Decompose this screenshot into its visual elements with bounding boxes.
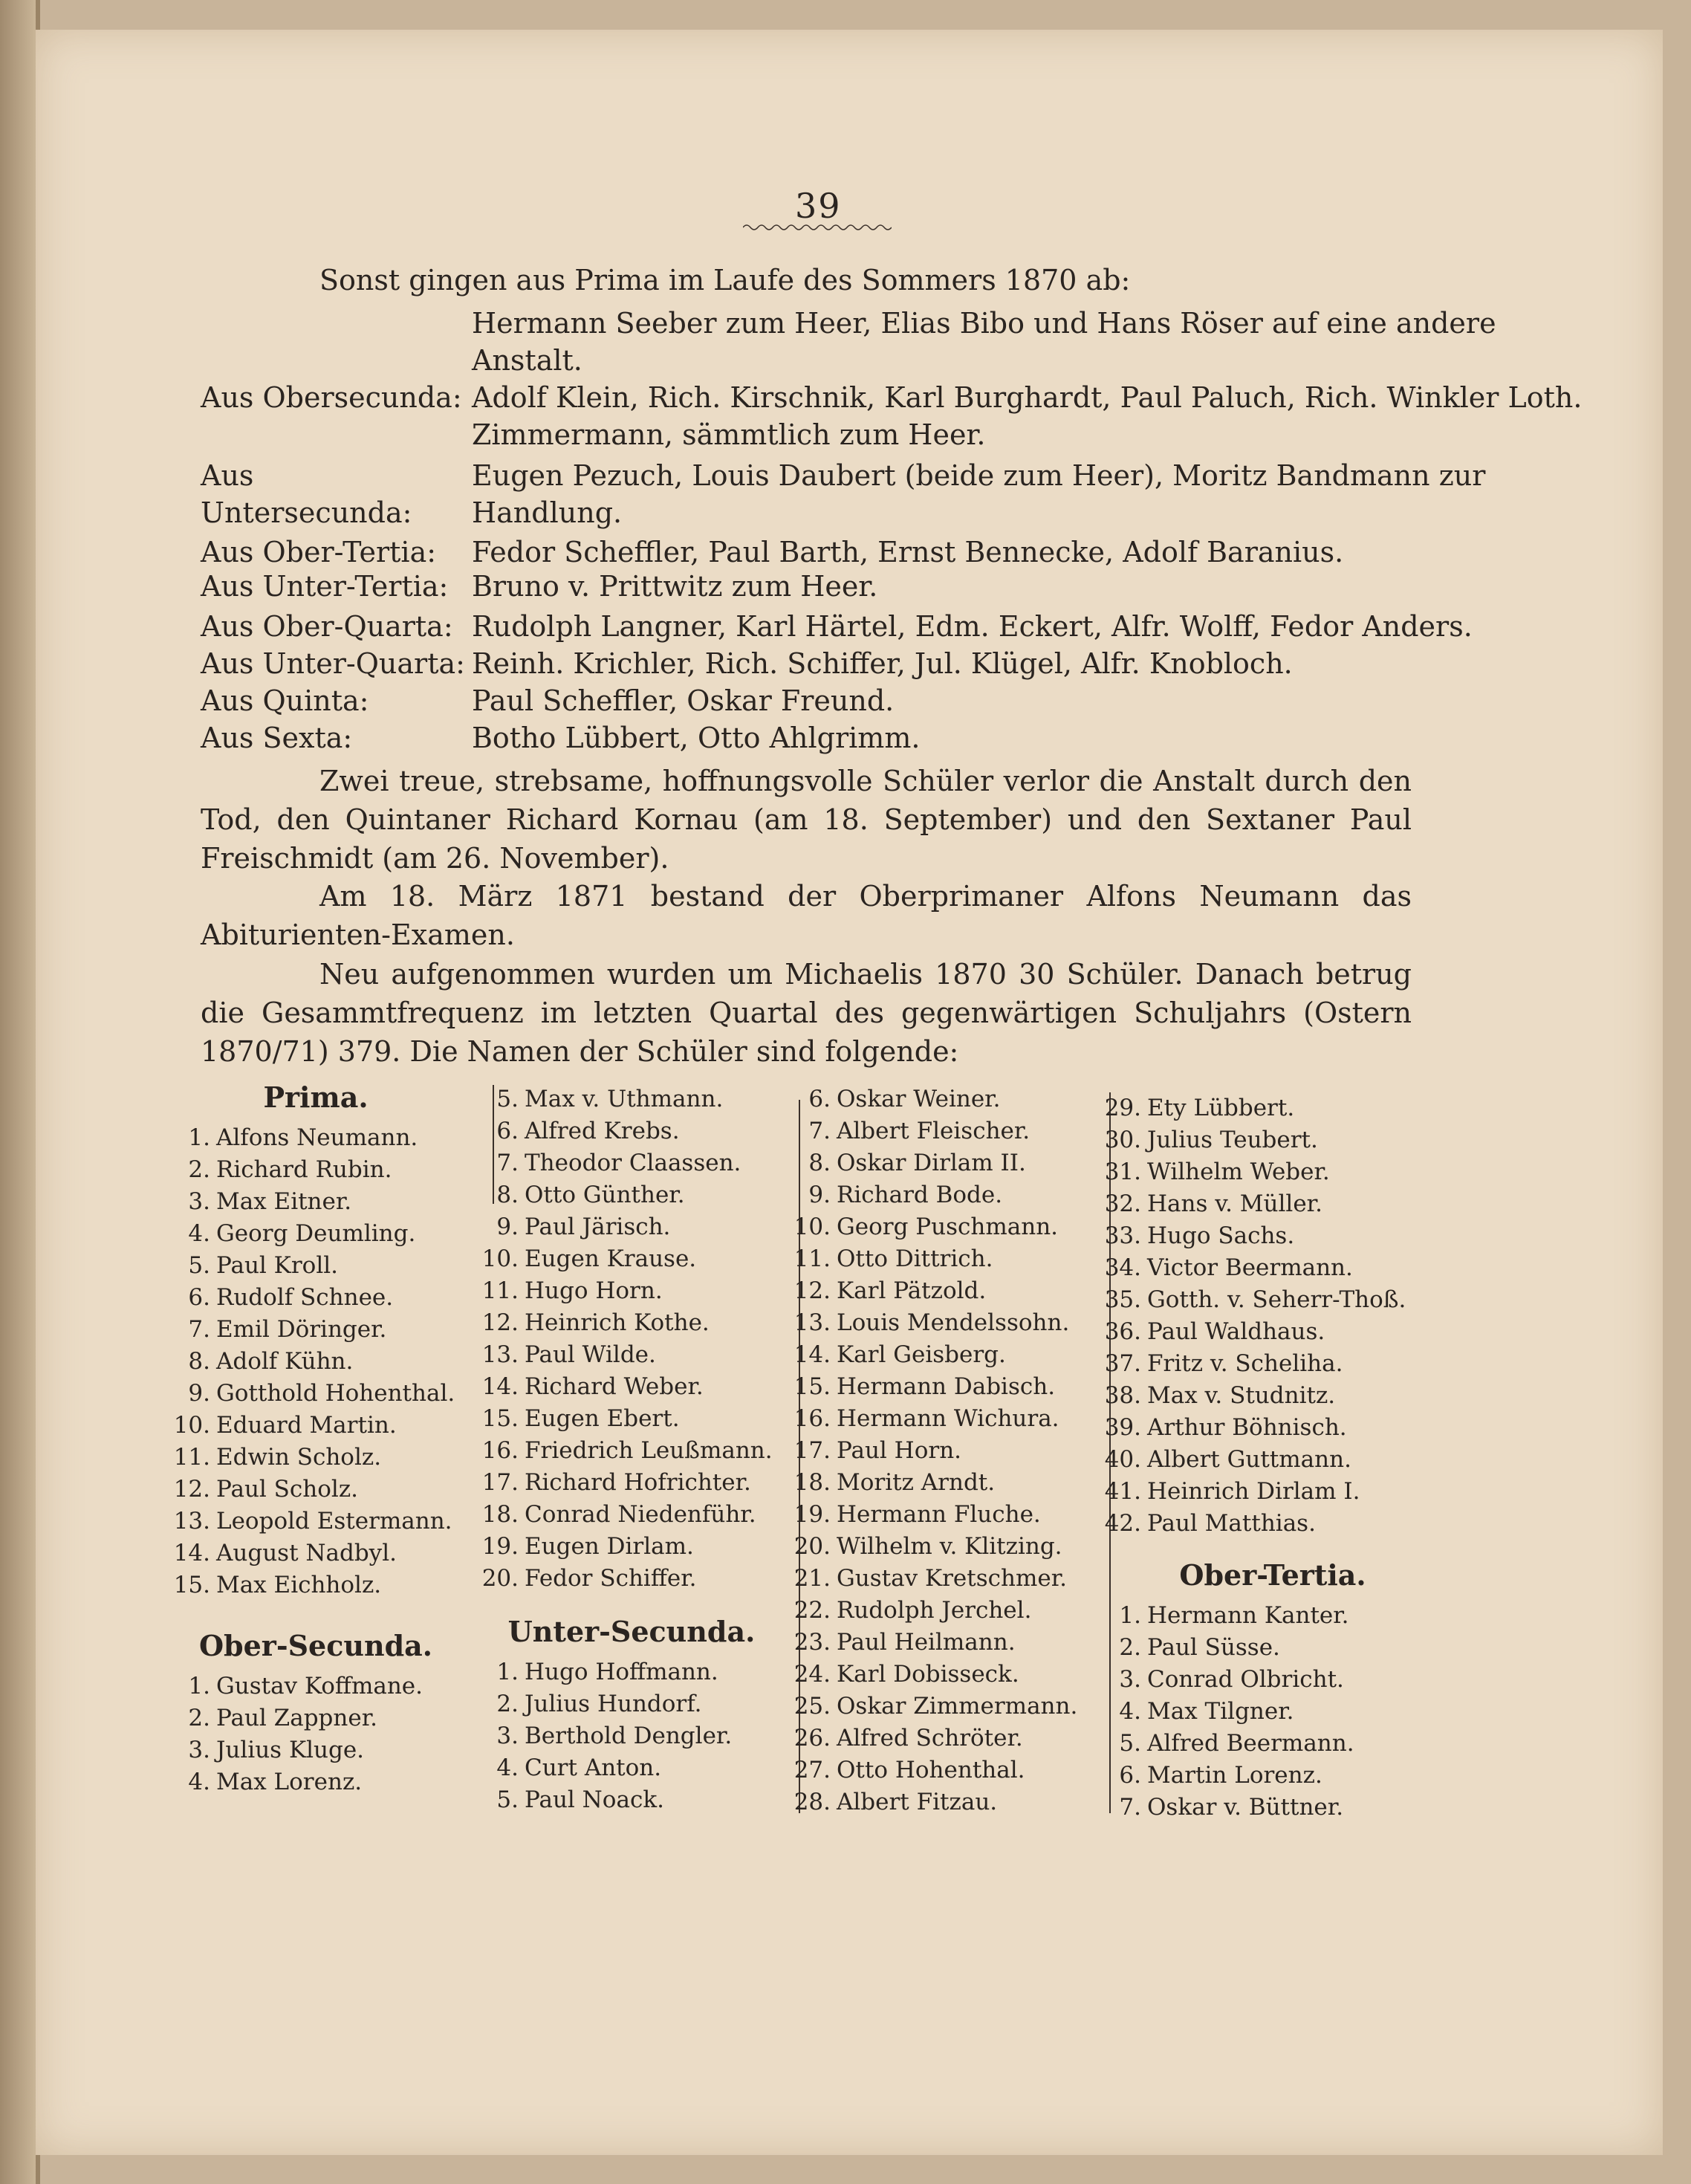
list-item — [788, 1339, 1114, 1371]
student-name: Gustav Koffmane. — [216, 1673, 423, 1699]
student-name: Alfred Schröter. — [837, 1725, 1023, 1752]
list-item — [167, 1766, 464, 1798]
entry-number: 2. — [496, 1691, 519, 1717]
student-name: Paul Wilde. — [525, 1341, 656, 1368]
entry-number: 5. — [496, 1086, 519, 1112]
entry-number: 9. — [188, 1380, 210, 1407]
entry-number: 6. — [1119, 1762, 1141, 1789]
list-item — [788, 1147, 1114, 1179]
student-name: Moritz Arndt. — [837, 1469, 996, 1496]
student-name: Karl Geisberg. — [837, 1341, 1006, 1368]
entry-number: 39. — [1104, 1414, 1141, 1441]
entry-number: 10. — [793, 1213, 831, 1240]
list-item — [788, 1211, 1114, 1243]
departure-text: Eugen Pezuch, Louis Daubert (beide zum Heer), Moritz Bandmann zur Handlung. — [472, 459, 1486, 529]
student-name: Wilhelm v. Klitzing. — [837, 1533, 1062, 1560]
list-item — [476, 1720, 788, 1752]
list-item — [476, 1275, 788, 1307]
entry-number: 14. — [481, 1373, 519, 1400]
list-item — [167, 1442, 464, 1474]
entry-number: 5. — [188, 1252, 210, 1279]
student-name: Hermann Fluche. — [837, 1501, 1041, 1528]
entry-number: 8. — [808, 1150, 831, 1176]
entry-number: 3. — [496, 1723, 519, 1749]
paragraph: Zwei treue, strebsame, hoffnungsvolle Schüler verlor die Anstalt durch den Tod, den Quintaner Richard Kornau (am 18. September) und den Sextaner Paul Freischmidt (am 26. November). — [201, 765, 1412, 875]
student-name: Paul Waldhaus. — [1147, 1318, 1325, 1345]
entry-number: 18. — [793, 1469, 831, 1496]
list-item — [476, 1243, 788, 1275]
student-name: Max v. Uthmann. — [525, 1086, 724, 1112]
entry-number: 17. — [793, 1437, 831, 1464]
list-item — [1098, 1664, 1447, 1696]
student-name: Max Tilgner. — [1147, 1698, 1294, 1725]
entry-number: 25. — [793, 1693, 831, 1720]
list-item — [1098, 1600, 1447, 1632]
student-name: Oskar Zimmermann. — [837, 1693, 1078, 1720]
book-spine — [0, 0, 36, 2184]
list-item — [476, 1499, 788, 1531]
departure-label: Aus Ober-Quarta: — [201, 610, 453, 643]
student-name: Curt Anton. — [525, 1754, 662, 1781]
entry-number: 20. — [793, 1533, 831, 1560]
student-name: Hermann Dabisch. — [837, 1373, 1056, 1400]
student-name: Ety Lübbert. — [1147, 1095, 1295, 1121]
list-item — [167, 1186, 464, 1218]
list-item — [476, 1115, 788, 1147]
list-item — [167, 1474, 464, 1506]
student-name: Edwin Scholz. — [216, 1444, 382, 1471]
list-item — [1098, 1156, 1447, 1188]
paragraph: Am 18. März 1871 bestand der Oberprimaner Alfons Neumann das Abiturienten-Examen. — [201, 880, 1412, 951]
departure-text: Adolf Klein, Rich. Kirschnik, Karl Burghardt, Paul Paluch, Rich. Winkler Loth. Zimmermann, sämmtlich zum Heer. — [472, 381, 1583, 451]
student-name: Alfred Krebs. — [525, 1118, 680, 1144]
list-item — [476, 1339, 788, 1371]
student-name: Paul Järisch. — [525, 1213, 671, 1240]
student-name: August Nadbyl. — [216, 1540, 397, 1566]
student-name: Conrad Niedenführ. — [525, 1501, 756, 1528]
list-item — [167, 1537, 464, 1569]
entry-number: 20. — [481, 1565, 519, 1592]
entry-number: 16. — [793, 1405, 831, 1432]
entry-number: 32. — [1104, 1190, 1141, 1217]
student-name: Max Eitner. — [216, 1188, 352, 1215]
student-column — [476, 1083, 788, 1816]
student-name: Oskar Dirlam II. — [837, 1150, 1026, 1176]
list-item — [788, 1403, 1114, 1435]
student-name: Paul Matthias. — [1147, 1510, 1316, 1537]
departure-label: Aus Unter-Tertia: — [201, 570, 449, 603]
student-name: Eugen Dirlam. — [525, 1533, 694, 1560]
list-item — [1098, 1284, 1447, 1316]
list-item — [167, 1346, 464, 1378]
entry-number: 15. — [481, 1405, 519, 1432]
student-name: Hugo Hoffmann. — [525, 1659, 718, 1685]
entry-number: 1. — [188, 1124, 210, 1151]
entry-number: 37. — [1104, 1350, 1141, 1377]
entry-number: 3. — [1119, 1666, 1141, 1693]
list-item — [1098, 1380, 1447, 1412]
student-name: Hermann Wichura. — [837, 1405, 1059, 1432]
entry-number: 4. — [188, 1769, 210, 1795]
list-item — [476, 1752, 788, 1784]
student-name: Max Eichholz. — [216, 1572, 382, 1598]
student-name: Paul Zappner. — [216, 1705, 377, 1731]
student-column — [1098, 1092, 1447, 1824]
student-name: Fedor Schiffer. — [525, 1565, 697, 1592]
student-name: Max v. Studnitz. — [1147, 1382, 1336, 1409]
list-item — [167, 1410, 464, 1442]
list-item — [788, 1723, 1114, 1754]
list-item — [788, 1179, 1114, 1211]
departure-label: Aus Quinta: — [201, 684, 369, 717]
entry-number: 3. — [188, 1188, 210, 1215]
class-heading: Unter-Secunda. — [507, 1615, 756, 1648]
student-name: Otto Hohenthal. — [837, 1757, 1025, 1783]
entry-number: 7. — [496, 1150, 519, 1176]
departure-text: Hermann Seeber zum Heer, Elias Bibo und Hans Röser auf eine andere Anstalt. — [472, 307, 1496, 377]
list-item — [476, 1467, 788, 1499]
list-item — [1098, 1696, 1447, 1728]
list-item — [476, 1531, 788, 1563]
student-name: Eugen Krause. — [525, 1245, 697, 1272]
list-item — [1098, 1316, 1447, 1348]
page-number: 39 — [795, 186, 842, 226]
student-name: Louis Mendelssohn. — [837, 1309, 1070, 1336]
list-item — [788, 1531, 1114, 1563]
student-name: Hugo Horn. — [525, 1277, 663, 1304]
entry-number: 40. — [1104, 1446, 1141, 1473]
student-name: Martin Lorenz. — [1147, 1762, 1322, 1789]
student-name: Emil Döringer. — [216, 1316, 387, 1343]
student-name: Conrad Olbricht. — [1147, 1666, 1344, 1693]
entry-number: 18. — [481, 1501, 519, 1528]
entry-number: 11. — [793, 1245, 831, 1272]
departure-text: Bruno v. Prittwitz zum Heer. — [472, 570, 878, 603]
student-name: Hermann Kanter. — [1147, 1602, 1349, 1629]
student-name: Leopold Estermann. — [216, 1508, 452, 1535]
list-item — [788, 1307, 1114, 1339]
student-name: Rudolf Schnee. — [216, 1284, 394, 1311]
list-item — [1098, 1508, 1447, 1540]
student-name: Karl Dobisseck. — [837, 1661, 1019, 1688]
list-item — [476, 1435, 788, 1467]
student-name: Victor Beermann. — [1147, 1254, 1353, 1281]
entry-number: 8. — [496, 1182, 519, 1208]
entry-number: 17. — [481, 1469, 519, 1496]
entry-number: 34. — [1104, 1254, 1141, 1281]
student-name: Eduard Martin. — [216, 1412, 397, 1439]
list-item — [476, 1307, 788, 1339]
entry-number: 10. — [173, 1412, 210, 1439]
intro-line: Sonst gingen aus Prima im Laufe des Sommers 1870 ab: — [319, 264, 1131, 297]
list-item — [1098, 1792, 1447, 1824]
entry-number: 2. — [188, 1156, 210, 1183]
entry-number: 4. — [496, 1754, 519, 1781]
entry-number: 7. — [188, 1316, 210, 1343]
student-list — [476, 1656, 788, 1816]
entry-number: 15. — [793, 1373, 831, 1400]
entry-number: 4. — [1119, 1698, 1141, 1725]
entry-number: 9. — [496, 1213, 519, 1240]
list-item — [1098, 1188, 1447, 1220]
student-name: Max Lorenz. — [216, 1769, 363, 1795]
entry-number: 26. — [793, 1725, 831, 1752]
paragraph: Neu aufgenommen wurden um Michaelis 1870 30 Schüler. Danach betrug die Gesammtfrequenz im letzten Quartal des gegenwärtigen Schuljahrs (Ostern 1870/71) 379. Die Namen der Schüler sind folgende: — [201, 958, 1412, 1068]
departure-label: Aus Unter-Quarta: — [201, 647, 465, 680]
list-item — [1098, 1348, 1447, 1380]
entry-number: 5. — [496, 1786, 519, 1813]
list-item — [167, 1282, 464, 1314]
entry-number: 6. — [496, 1118, 519, 1144]
student-list — [788, 1083, 1114, 1818]
entry-number: 29. — [1104, 1095, 1141, 1121]
student-name: Paul Horn. — [837, 1437, 962, 1464]
entry-number: 27. — [793, 1757, 831, 1783]
student-name: Otto Günther. — [525, 1182, 685, 1208]
list-item — [1098, 1252, 1447, 1284]
student-name: Gotthold Hohenthal. — [216, 1380, 455, 1407]
student-name: Albert Fitzau. — [837, 1789, 998, 1815]
departure-text: Paul Scheffler, Oskar Freund. — [472, 684, 895, 717]
entry-number: 1. — [496, 1659, 519, 1685]
student-column — [788, 1083, 1114, 1818]
entry-number: 12. — [793, 1277, 831, 1304]
list-item — [476, 1147, 788, 1179]
student-list — [1098, 1600, 1447, 1824]
entry-number: 11. — [481, 1277, 519, 1304]
entry-number: 24. — [793, 1661, 831, 1688]
entry-number: 13. — [481, 1341, 519, 1368]
list-item — [476, 1083, 788, 1115]
entry-number: 6. — [188, 1284, 210, 1311]
student-name: Paul Kroll. — [216, 1252, 339, 1279]
student-name: Berthold Dengler. — [525, 1723, 733, 1749]
list-item — [788, 1435, 1114, 1467]
entry-number: 6. — [808, 1086, 831, 1112]
student-name: Julius Teubert. — [1147, 1127, 1318, 1153]
student-name: Adolf Kühn. — [216, 1348, 354, 1375]
entry-number: 2. — [188, 1705, 210, 1731]
class-heading: Prima. — [263, 1080, 369, 1114]
list-item — [788, 1691, 1114, 1723]
student-name: Richard Weber. — [525, 1373, 704, 1400]
entry-number: 35. — [1104, 1286, 1141, 1313]
entry-number: 3. — [188, 1737, 210, 1763]
student-name: Georg Puschmann. — [837, 1213, 1059, 1240]
list-item — [476, 1371, 788, 1403]
list-item — [476, 1784, 788, 1816]
list-item — [1098, 1092, 1447, 1124]
list-item — [788, 1563, 1114, 1595]
student-name: Oskar Weiner. — [837, 1086, 1001, 1112]
student-name: Julius Kluge. — [216, 1737, 365, 1763]
entry-number: 21. — [793, 1565, 831, 1592]
entry-number: 23. — [793, 1629, 831, 1656]
entry-number: 14. — [793, 1341, 831, 1368]
entry-number: 12. — [173, 1476, 210, 1503]
entry-number: 9. — [808, 1182, 831, 1208]
student-name: Fritz v. Scheliha. — [1147, 1350, 1343, 1377]
student-name: Hugo Sachs. — [1147, 1222, 1295, 1249]
entry-number: 8. — [188, 1348, 210, 1375]
entry-number: 33. — [1104, 1222, 1141, 1249]
list-item — [167, 1378, 464, 1410]
entry-number: 10. — [481, 1245, 519, 1272]
list-item — [788, 1371, 1114, 1403]
list-item — [167, 1250, 464, 1282]
entry-number: 16. — [481, 1437, 519, 1464]
student-name: Hans v. Müller. — [1147, 1190, 1322, 1217]
list-item — [167, 1702, 464, 1734]
student-column — [167, 1081, 464, 1798]
entry-number: 41. — [1104, 1478, 1141, 1505]
entry-number: 28. — [793, 1789, 831, 1815]
list-item — [1098, 1476, 1447, 1508]
list-item — [167, 1506, 464, 1537]
entry-number: 7. — [808, 1118, 831, 1144]
student-list — [167, 1122, 464, 1601]
list-item — [788, 1499, 1114, 1531]
list-item — [788, 1115, 1114, 1147]
student-name: Theodor Claassen. — [525, 1150, 741, 1176]
list-item — [788, 1467, 1114, 1499]
list-item — [476, 1403, 788, 1435]
list-item — [1098, 1444, 1447, 1476]
departure-text: Fedor Scheffler, Paul Barth, Ernst Bennecke, Adolf Baranius. — [472, 536, 1344, 568]
wavy-ornament-icon — [743, 221, 892, 233]
list-item — [788, 1659, 1114, 1691]
entry-number: 42. — [1104, 1510, 1141, 1537]
entry-number: 1. — [1119, 1602, 1141, 1629]
list-item — [1098, 1412, 1447, 1444]
entry-number: 19. — [793, 1501, 831, 1528]
entry-number: 4. — [188, 1220, 210, 1247]
list-item — [788, 1627, 1114, 1659]
student-list — [476, 1083, 788, 1595]
list-item — [1098, 1632, 1447, 1664]
student-list — [167, 1671, 464, 1798]
list-item — [1098, 1124, 1447, 1156]
student-name: Paul Süsse. — [1147, 1634, 1280, 1661]
list-item — [788, 1243, 1114, 1275]
student-name: Richard Hofrichter. — [525, 1469, 751, 1496]
entry-number: 30. — [1104, 1127, 1141, 1153]
list-item — [788, 1275, 1114, 1307]
student-name: Paul Scholz. — [216, 1476, 359, 1503]
entry-number: 1. — [188, 1673, 210, 1699]
student-name: Eugen Ebert. — [525, 1405, 680, 1432]
entry-number: 12. — [481, 1309, 519, 1336]
list-item — [167, 1314, 464, 1346]
departure-label: Aus Sexta: — [201, 722, 353, 754]
student-name: Julius Hundorf. — [525, 1691, 702, 1717]
departure-label: Aus Untersecunda: — [201, 459, 412, 529]
entry-number: 11. — [173, 1444, 210, 1471]
student-name: Albert Fleischer. — [837, 1118, 1030, 1144]
entry-number: 15. — [173, 1572, 210, 1598]
student-name: Albert Guttmann. — [1147, 1446, 1351, 1473]
student-name: Wilhelm Weber. — [1147, 1159, 1330, 1185]
class-heading: Ober-Tertia. — [1179, 1558, 1366, 1592]
list-item — [476, 1563, 788, 1595]
list-item — [1098, 1760, 1447, 1792]
student-name: Gotth. v. Seherr-Thoß. — [1147, 1286, 1406, 1313]
student-name: Heinrich Kothe. — [525, 1309, 710, 1336]
entry-number: 13. — [173, 1508, 210, 1535]
student-name: Otto Dittrich. — [837, 1245, 993, 1272]
student-name: Heinrich Dirlam I. — [1147, 1478, 1360, 1505]
student-name: Oskar v. Büttner. — [1147, 1794, 1344, 1821]
list-item — [476, 1656, 788, 1688]
list-item — [1098, 1728, 1447, 1760]
student-name: Paul Noack. — [525, 1786, 664, 1813]
list-item — [167, 1218, 464, 1250]
student-name: Friedrich Leußmann. — [525, 1437, 773, 1464]
list-item — [167, 1734, 464, 1766]
entry-number: 14. — [173, 1540, 210, 1566]
student-name: Georg Deumling. — [216, 1220, 416, 1247]
student-name: Rudolph Jerchel. — [837, 1597, 1032, 1624]
list-item — [167, 1122, 464, 1154]
list-item — [1098, 1220, 1447, 1252]
student-name: Karl Pätzold. — [837, 1277, 987, 1304]
list-item — [788, 1595, 1114, 1627]
student-name: Arthur Böhnisch. — [1147, 1414, 1347, 1441]
departure-text: Reinh. Krichler, Rich. Schiffer, Jul. Klügel, Alfr. Knobloch. — [472, 647, 1293, 680]
list-item — [476, 1688, 788, 1720]
class-heading: Ober-Secunda. — [198, 1629, 433, 1662]
list-item — [788, 1083, 1114, 1115]
student-name: Richard Rubin. — [216, 1156, 392, 1183]
student-name: Paul Heilmann. — [837, 1629, 1016, 1656]
entry-number: 31. — [1104, 1159, 1141, 1185]
entry-number: 36. — [1104, 1318, 1141, 1345]
departure-label: Aus Ober-Tertia: — [201, 536, 437, 568]
student-name: Gustav Kretschmer. — [837, 1565, 1067, 1592]
entry-number: 19. — [481, 1533, 519, 1560]
entry-number: 38. — [1104, 1382, 1141, 1409]
departure-text: Rudolph Langner, Karl Härtel, Edm. Eckert, Alfr. Wolff, Fedor Anders. — [472, 610, 1473, 643]
list-item — [788, 1786, 1114, 1818]
departure-label: Aus Obersecunda: — [201, 381, 462, 414]
departure-text: Botho Lübbert, Otto Ahlgrimm. — [472, 722, 921, 754]
list-item — [476, 1179, 788, 1211]
student-list — [1098, 1092, 1447, 1540]
list-item — [167, 1154, 464, 1186]
entry-number: 13. — [793, 1309, 831, 1336]
entry-number: 7. — [1119, 1794, 1141, 1821]
entry-number: 2. — [1119, 1634, 1141, 1661]
entry-number: 5. — [1119, 1730, 1141, 1757]
list-item — [788, 1754, 1114, 1786]
student-name: Richard Bode. — [837, 1182, 1003, 1208]
list-item — [167, 1569, 464, 1601]
list-item — [476, 1211, 788, 1243]
list-item — [167, 1671, 464, 1702]
student-name: Alfred Beermann. — [1147, 1730, 1354, 1757]
student-name: Alfons Neumann. — [216, 1124, 418, 1151]
entry-number: 22. — [793, 1597, 831, 1624]
